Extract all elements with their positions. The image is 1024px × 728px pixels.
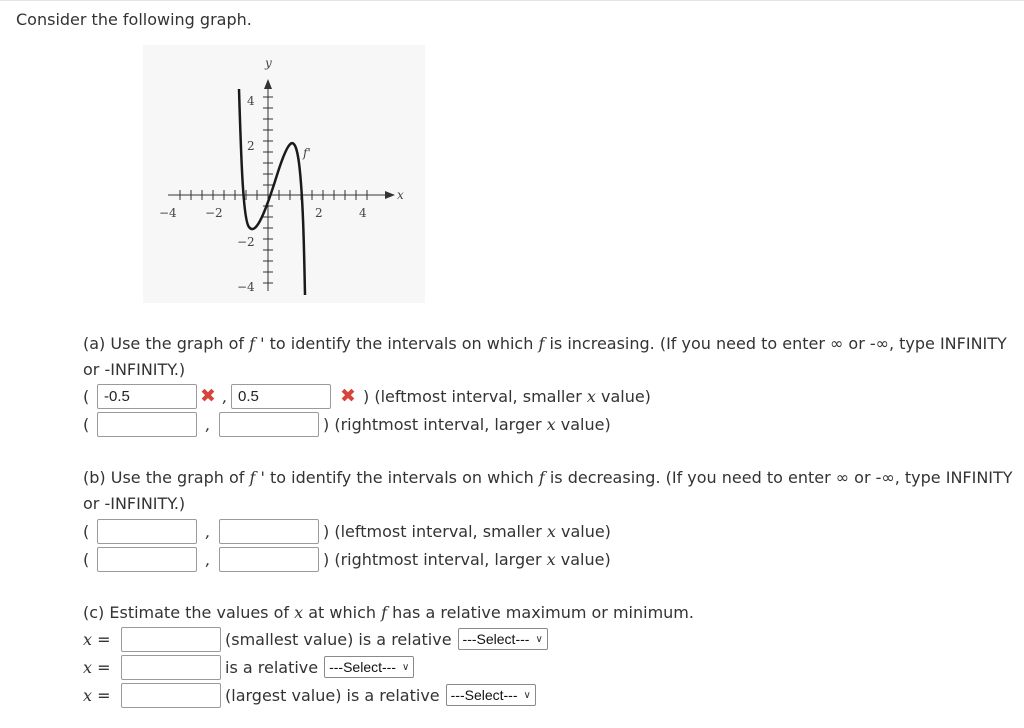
comma: , bbox=[205, 521, 211, 541]
y-tick-label: 4 bbox=[247, 94, 255, 108]
x-tick-label: 4 bbox=[359, 206, 367, 220]
b1-right-input[interactable] bbox=[219, 519, 319, 544]
y-tick-label: 2 bbox=[247, 139, 255, 153]
a1-left-input[interactable]: -0.5 bbox=[97, 384, 197, 409]
comma: , bbox=[222, 386, 228, 406]
a2-left-input[interactable] bbox=[97, 412, 197, 437]
a2-hint: ) (rightmost interval, larger x value) bbox=[323, 414, 611, 434]
part-a-row-1 bbox=[83, 383, 651, 409]
part-b-row-1 bbox=[83, 518, 611, 544]
incorrect-icon: ✖ bbox=[340, 385, 356, 407]
part-a-row-2 bbox=[83, 411, 611, 437]
comma: , bbox=[205, 549, 211, 569]
open-paren: ( bbox=[83, 521, 90, 541]
open-paren: ( bbox=[83, 386, 90, 406]
c2-text: is a relative bbox=[225, 657, 319, 677]
c2-x-input[interactable] bbox=[121, 655, 221, 680]
x-equals-label: x = bbox=[83, 629, 111, 649]
part-a-prompt: (a) Use the graph of f ' to identify the intervals on which f is increasing. (If you need to enter ∞ or -∞, type INFINITY or -INFINITY.) bbox=[83, 334, 1007, 379]
x-tick-label: −2 bbox=[205, 206, 223, 220]
part-c-row-2 bbox=[83, 654, 414, 680]
c3-text: (largest value) is a relative bbox=[225, 685, 440, 705]
open-paren: ( bbox=[83, 549, 90, 569]
chevron-down-icon: ∨ bbox=[523, 689, 531, 701]
curve-label: f' bbox=[303, 146, 311, 160]
y-tick-label: −2 bbox=[237, 235, 255, 249]
graph-figure bbox=[143, 45, 425, 303]
a2-right-input[interactable] bbox=[219, 412, 319, 437]
part-c-prompt: (c) Estimate the values of x at which f has a relative maximum or minimum. bbox=[83, 603, 694, 622]
graph-svg bbox=[143, 45, 425, 303]
part-b-prompt: (b) Use the graph of f ' to identify the intervals on which f is decreasing. (If you need to enter ∞ or -∞, type INFINITY or -INFINITY.) bbox=[83, 468, 1013, 513]
y-axis-arrow bbox=[264, 79, 272, 89]
b2-right-input[interactable] bbox=[219, 547, 319, 572]
c1-x-input[interactable] bbox=[121, 627, 221, 652]
b2-hint: ) (rightmost interval, larger x value) bbox=[323, 549, 611, 569]
incorrect-icon: ✖ bbox=[200, 385, 216, 407]
chevron-down-icon: ∨ bbox=[402, 661, 410, 673]
x-equals-label: x = bbox=[83, 685, 111, 705]
top-divider bbox=[0, 0, 1024, 1]
x-axis-label: x bbox=[397, 188, 404, 202]
b1-hint: ) (leftmost interval, smaller x value) bbox=[323, 521, 611, 541]
b1-left-input[interactable] bbox=[97, 519, 197, 544]
c1-text: (smallest value) is a relative bbox=[225, 629, 452, 649]
comma: , bbox=[205, 414, 211, 434]
open-paren: ( bbox=[83, 414, 90, 434]
c1-extremum-select[interactable]: ---Select--- ∨ bbox=[458, 628, 548, 650]
part-b-row-2 bbox=[83, 546, 611, 572]
question-intro: Consider the following graph. bbox=[16, 10, 252, 29]
c3-extremum-select[interactable]: ---Select--- ∨ bbox=[446, 684, 536, 706]
x-tick-label: −4 bbox=[159, 206, 177, 220]
chevron-down-icon: ∨ bbox=[535, 633, 543, 645]
derivative-curve bbox=[239, 89, 305, 295]
part-c-row-1 bbox=[83, 626, 548, 652]
b2-left-input[interactable] bbox=[97, 547, 197, 572]
x-equals-label: x = bbox=[83, 657, 111, 677]
part-c-row-3 bbox=[83, 682, 536, 708]
c2-extremum-select[interactable]: ---Select--- ∨ bbox=[324, 656, 414, 678]
c3-x-input[interactable] bbox=[121, 683, 221, 708]
y-tick-label: −4 bbox=[237, 280, 255, 294]
a1-hint: ) (leftmost interval, smaller x value) bbox=[363, 386, 651, 406]
x-tick-label: 2 bbox=[315, 206, 323, 220]
x-axis-arrow bbox=[385, 191, 395, 199]
y-axis-label: y bbox=[265, 56, 272, 70]
a1-right-input[interactable]: 0.5 bbox=[231, 384, 331, 409]
